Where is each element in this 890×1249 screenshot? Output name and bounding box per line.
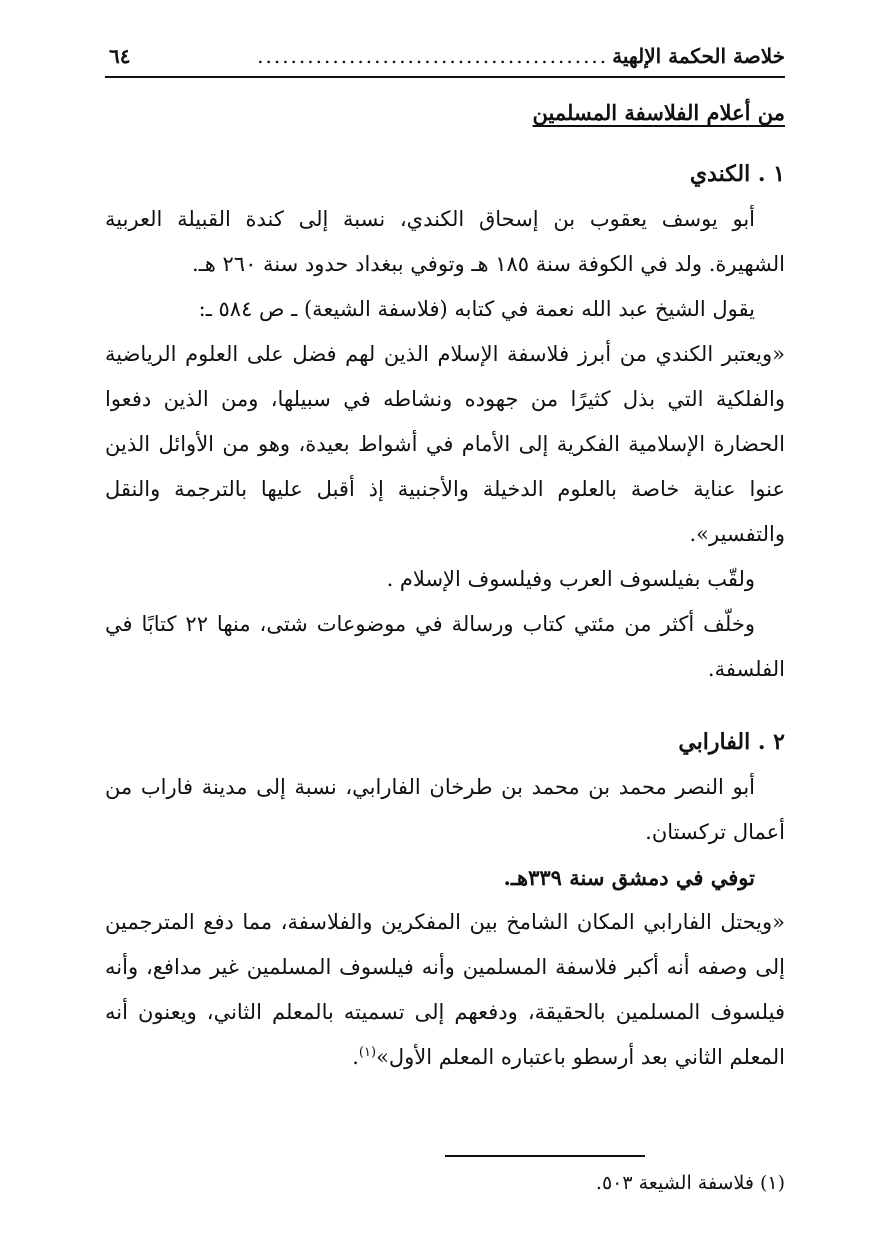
farabi-bio: أبو النصر محمد بن محمد بن طرخان الفارابي، نسبة إلى مدينة فاراب من أعمال تركستان. — [105, 775, 785, 844]
section-gap — [105, 692, 785, 720]
farabi-death: توفي في دمشق سنة ٣٣٩هـ. — [503, 865, 755, 890]
kindi-bio: أبو يوسف يعقوب بن إسحاق الكندي، نسبة إلى كندة القبيلة العربية الشهيرة. ولد في الكوفة سنة ١٨٥ هـ وتوفي ببغداد حدود سنة ٢٦٠ هـ. — [105, 207, 785, 276]
footnote: (١) فلاسفة الشيعة ٥٠٣. — [595, 1172, 785, 1194]
kindi-intro: يقول الشيخ عبد الله نعمة في كتابه (فلاسفة الشيعة) ـ ص ٥٨٤ ـ: — [198, 297, 755, 321]
kindi-quote: «ويعتبر الكندي من أبرز فلاسفة الإسلام الذين لهم فضل على العلوم الرياضية والفلكية التي بذل كثيرًا من جهوده ونشاطه في سبيلها، ومن الذين دفعوا الحضارة الإسلامية الفكرية إلى الأمام في أشواط بعيدة، وهو من الأوائل الذين عنوا عناية خاصة بالعلوم الدخيلة والأجنبية إذ أقبل عليها بالترجمة والنقل والتفسير». — [105, 342, 785, 546]
header-dot-leader: .......................................... — [257, 44, 609, 68]
section-title: من أعلام الفلاسفة المسلمين — [532, 100, 785, 125]
kindi-heading: ١ . الكندي — [689, 161, 785, 187]
farabi-quote-end: . — [352, 1045, 359, 1069]
farabi-quote-paragraph — [105, 900, 785, 1080]
footnote-separator — [445, 1155, 645, 1157]
main-text — [105, 152, 785, 1080]
kindi-works: وخلّف أكثر من مئتي كتاب ورسالة في موضوعات شتى، منها ٢٢ كتابًا في الفلسفة. — [105, 612, 785, 681]
footnote-reference[interactable]: (١) — [358, 1045, 377, 1060]
farabi-quote: «ويحتل الفارابي المكان الشامخ بين المفكرين والفلاسفة، مما دفع المترجمين إلى وصفه أنه أكبر فلاسفة المسلمين وأنه فيلسوف المسلمين غير مدافع، وأنه فيلسوف المسلمين بالحقيقة، ودفعهم إلى تسميته بالمعلم الثاني، ويعنون أنه المعلم الثاني بعد أرسطو باعتباره المعلم الأول» — [105, 910, 785, 1069]
book-title: خلاصة الحكمة الإلهية — [612, 44, 785, 68]
kindi-titles: ولقّب بفيلسوف العرب وفيلسوف الإسلام . — [386, 567, 755, 591]
farabi-heading: ٢ . الفارابي — [678, 729, 785, 755]
page-number: ٦٤ — [109, 44, 131, 68]
running-header — [105, 36, 785, 78]
